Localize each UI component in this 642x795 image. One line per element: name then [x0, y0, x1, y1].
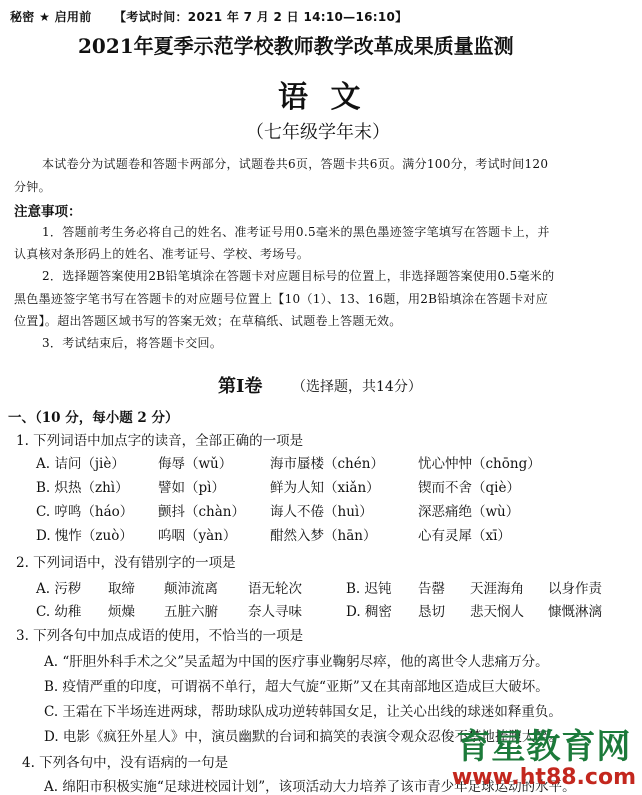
grade-subtitle: （七年级学年末）: [246, 122, 390, 143]
notes-line-1: 1．答题前考生务必将自己的姓名、准考证号用0.5毫米的黑色墨迹签字笔填写在答题卡上，并: [42, 225, 550, 239]
section-title: 第Ⅰ卷: [218, 376, 263, 397]
watermark: [452, 728, 636, 790]
q2-a-word1: A. 污秽: [36, 581, 82, 597]
q2-a-word3: 颠沛流离: [164, 581, 218, 597]
q4-option-a: A. 绵阳市积极实施“足球进校园计划”，该项活动大力培养了该市青少年足球运动的水平。: [44, 779, 576, 795]
notes-line-2: 认真核对条形码上的姓名、准考证号、学校、考场号。: [14, 247, 310, 261]
q3-option-a: A. “肝胆外科手术之父”吴孟超为中国的医疗事业鞠躬尽瘁，他的离世令人悲痛万分。: [44, 654, 549, 670]
q1-row-c-col4: 深恶痛绝（wù）: [418, 504, 520, 520]
q3-option-c: C. 王霜在下半场连进两球，帮助球队成功逆转韩国女足，让关心出线的球迷如释重负。: [44, 704, 562, 720]
section-subtitle: （选择题，共14分）: [292, 379, 422, 395]
q1-row-d-col2: 呜咽（yàn）: [158, 528, 237, 544]
q2-d-word4: 慷慨淋漓: [548, 604, 602, 620]
q1-row-d-col3: 酣然入梦（hān）: [270, 528, 377, 544]
q3-option-d: D. 电影《疯狂外星人》中，演员幽默的台词和搞笑的表演令观众忍俊不禁地捧腹大笑。: [44, 729, 563, 745]
q1-stem: 1. 下列词语中加点字的读音，全部正确的一项是: [16, 433, 304, 449]
notes-line-3: 2．选择题答案使用2B铅笔填涂在答题卡对应题目标号的位置上，非选择题答案使用0.5毫米的: [42, 269, 555, 283]
q2-a-word2: 取缔: [108, 581, 135, 597]
q2-b-word4: 以身作责: [548, 581, 602, 597]
q2-stem: 2. 下列词语中，没有错别字的一项是: [16, 555, 236, 571]
q1-row-d-col1: D. 愧怍（zuò）: [36, 528, 133, 544]
part1-heading: 一、（10 分，每小题 2 分）: [8, 410, 179, 426]
notes-line-4: 黑色墨迹签字笔书写在答题卡的对应题号位置上【10（1）、13、16题，用2B铅填涂在答题卡对应: [14, 292, 548, 306]
q2-d-word2: 恳切: [418, 604, 445, 620]
q1-row-c-col3: 诲人不倦（huì）: [270, 504, 373, 520]
q1-row-c-col1: C. 哼鸣（háo）: [36, 504, 134, 520]
q1-row-a-col4: 忧心忡忡（chōng）: [418, 456, 541, 472]
q1-row-a-col2: 侮辱（wǔ）: [158, 456, 233, 472]
intro-line-2: 分钟。: [14, 180, 51, 194]
exam-title: 2021年夏季示范学校教师教学改革成果质量监测: [78, 34, 514, 58]
q4-stem: 4. 下列各句中，没有语病的一句是: [22, 755, 229, 771]
q2-c-word4: 奈人寻味: [248, 604, 302, 620]
confidential-label: 秘密 ★ 启用前: [10, 10, 92, 24]
q2-b-word1: B. 迟钝: [346, 581, 392, 597]
q2-d-word1: D. 稠密: [346, 604, 392, 620]
q2-a-word4: 语无轮次: [248, 581, 302, 597]
notes-heading: 注意事项：: [14, 204, 82, 220]
q1-row-b-col4: 锲而不舍（qiè）: [418, 480, 520, 496]
q1-row-b-col1: B. 炽热（zhì）: [36, 480, 129, 496]
watermark-name: 育星教育网: [456, 727, 632, 767]
q1-row-a-col3: 海市蜃楼（chén）: [270, 456, 384, 472]
q1-row-a-col1: A. 诘问（jiè）: [36, 456, 125, 472]
q2-c-word2: 烦燥: [108, 604, 135, 620]
q3-option-b: B. 疫情严重的印度，可谓祸不单行，超大气旋“亚斯”又在其南部地区造成巨大破坏。: [44, 679, 549, 695]
q2-c-word1: C. 幼稚: [36, 604, 82, 620]
exam-time: 【考试时间：2021 年 7 月 2 日 14:10—16:10】: [114, 10, 408, 24]
q1-row-d-col4: 心有灵犀（xī）: [418, 528, 511, 544]
watermark-url: www.ht88.com: [451, 765, 636, 790]
notes-line-5: 位置】。超出答题区域书写的答案无效；在草稿纸、试题卷上答题无效。: [14, 314, 402, 328]
intro-line-1: 本试卷分为试题卷和答题卡两部分，试题卷共6页，答题卡共6页。满分100分，考试时间120: [42, 157, 549, 171]
q2-b-word3: 天涯海角: [470, 581, 524, 597]
q3-stem: 3. 下列各句中加点成语的使用，不恰当的一项是: [16, 628, 304, 644]
q2-d-word3: 悲天悯人: [470, 604, 524, 620]
subject-title: 语 文: [278, 80, 367, 115]
q1-row-b-col2: 譬如（pì）: [158, 480, 225, 496]
q1-row-b-col3: 鲜为人知（xiǎn）: [270, 480, 380, 496]
q2-c-word3: 五脏六腑: [164, 604, 218, 620]
q1-row-c-col2: 颤抖（chàn）: [158, 504, 245, 520]
q2-b-word2: 告罄: [418, 581, 445, 597]
notes-line-6: 3．考试结束后，将答题卡交回。: [42, 336, 223, 350]
